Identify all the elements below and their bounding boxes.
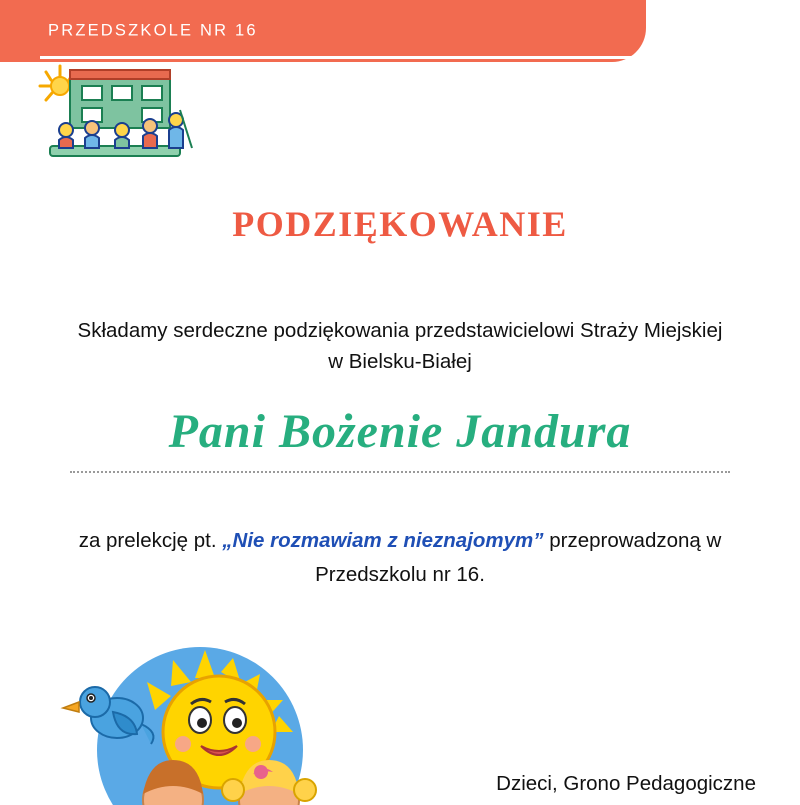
header-right-white-area: [646, 0, 800, 62]
header-band-left-edge: [0, 0, 40, 62]
intro-paragraph: [0, 315, 800, 377]
school-name: PRZEDSZKOLE NR 16: [48, 21, 258, 40]
recipient-name: Pani Bożenie Jandura: [168, 405, 632, 458]
body-after-quote: przeprowadzoną w: [549, 529, 722, 552]
body-before-quote: za prelekcję pt.: [78, 529, 217, 552]
intro-line-1: Składamy serdeczne podziękowania przedstawicielowi Straży Miejskiej: [77, 319, 723, 342]
lecture-title-quote: „Nie rozmawiam z nieznajomym”: [222, 529, 544, 552]
sun-illustration-icon: [55, 640, 345, 805]
body-paragraph: [0, 524, 800, 592]
body-line-2: Przedszkolu nr 16.: [315, 563, 485, 586]
kindergarten-logo-icon: [30, 62, 200, 172]
header-divider-line: [40, 56, 640, 59]
signature-line: Dzieci, Grono Pedagogiczne: [496, 772, 756, 795]
recipient-dotted-line: [70, 471, 730, 473]
page-title: PODZIĘKOWANIE: [232, 204, 568, 244]
intro-line-2: w Bielsku-Białej: [328, 350, 472, 373]
